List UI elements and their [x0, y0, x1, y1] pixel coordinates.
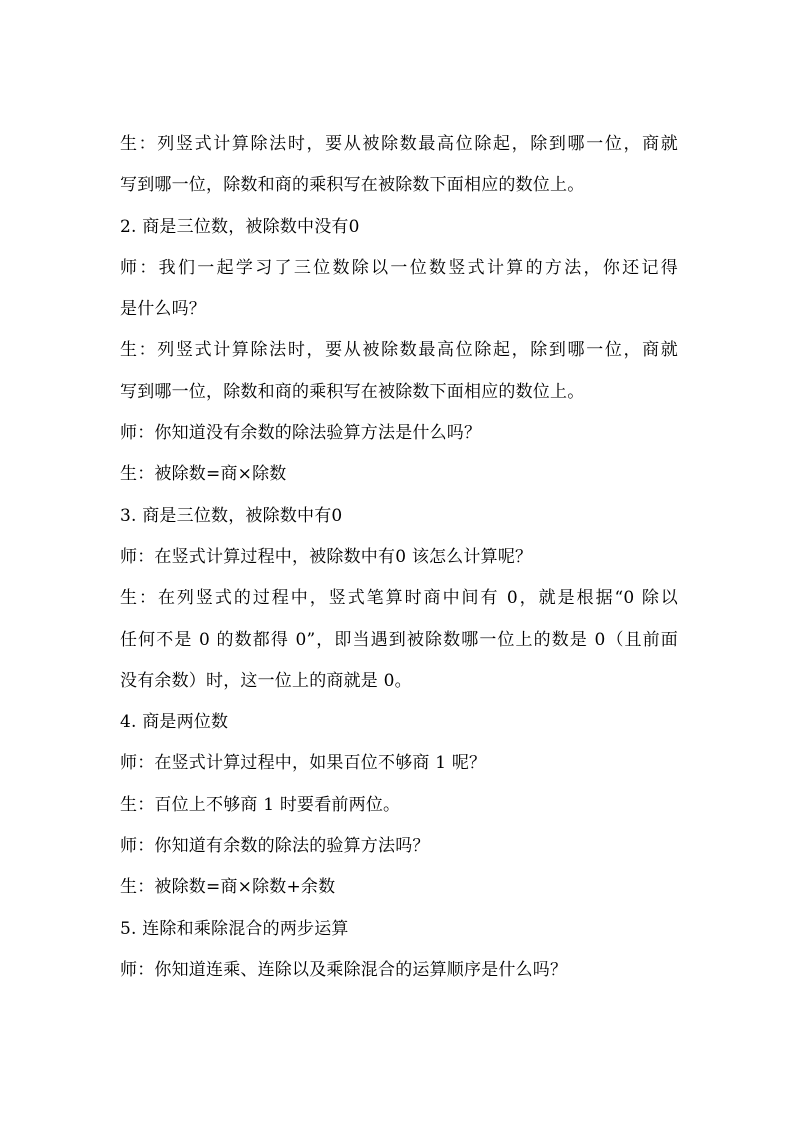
text-line-12: 生：在列竖式的过程中，竖式笔算时商中间有 0，就是根据“0 除以 — [120, 588, 678, 609]
text-line-13: 任何不是 0 的数都得 0”，即当遇到被除数哪一位上的数是 0（且前面 — [120, 629, 678, 650]
text-line-9: 生：被除数=商×除数 — [120, 464, 287, 485]
section-heading-2: 2. 商是三位数，被除数中没有0 — [120, 216, 360, 237]
text-line-21: 师：你知道连乘、连除以及乘除混合的运算顺序是什么吗？ — [120, 959, 568, 980]
text-line-11: 师：在竖式计算过程中，被除数中有0 该怎么计算呢？ — [120, 546, 533, 567]
section-heading-5: 5. 连除和乘除混合的两步运算 — [120, 918, 349, 939]
section-heading-3: 3. 商是三位数，被除数中有0 — [120, 505, 343, 526]
text-line-19: 生：被除数=商×除数+余数 — [120, 877, 336, 898]
text-line-8: 师：你知道没有余数的除法验算方法是什么吗？ — [120, 423, 482, 444]
text-line-2: 写到哪一位，除数和商的乘积写在被除数下面相应的数位上。 — [120, 175, 585, 196]
text-line-1: 生：列竖式计算除法时，要从被除数最高位除起，除到哪一位，商就 — [120, 134, 678, 154]
text-line-16: 师：在竖式计算过程中，如果百位不够商 1 呢？ — [120, 753, 487, 774]
text-line-6: 生：列竖式计算除法时，要从被除数最高位除起，除到哪一位，商就 — [120, 340, 678, 361]
document-body — [120, 124, 678, 991]
text-line-14: 没有余数）时，这一位上的商就是 0。 — [120, 670, 412, 691]
text-line-18: 师：你知道有余数的除法的验算方法吗？ — [120, 836, 430, 857]
text-line-5: 是什么吗？ — [120, 299, 206, 320]
section-heading-4: 4. 商是两位数 — [120, 712, 229, 733]
text-line-7: 写到哪一位，除数和商的乘积写在被除数下面相应的数位上。 — [120, 381, 585, 402]
text-line-17: 生：百位上不够商 1 时要看前两位。 — [120, 794, 401, 815]
text-line-4: 师：我们一起学习了三位数除以一位数竖式计算的方法，你还记得 — [120, 257, 678, 278]
